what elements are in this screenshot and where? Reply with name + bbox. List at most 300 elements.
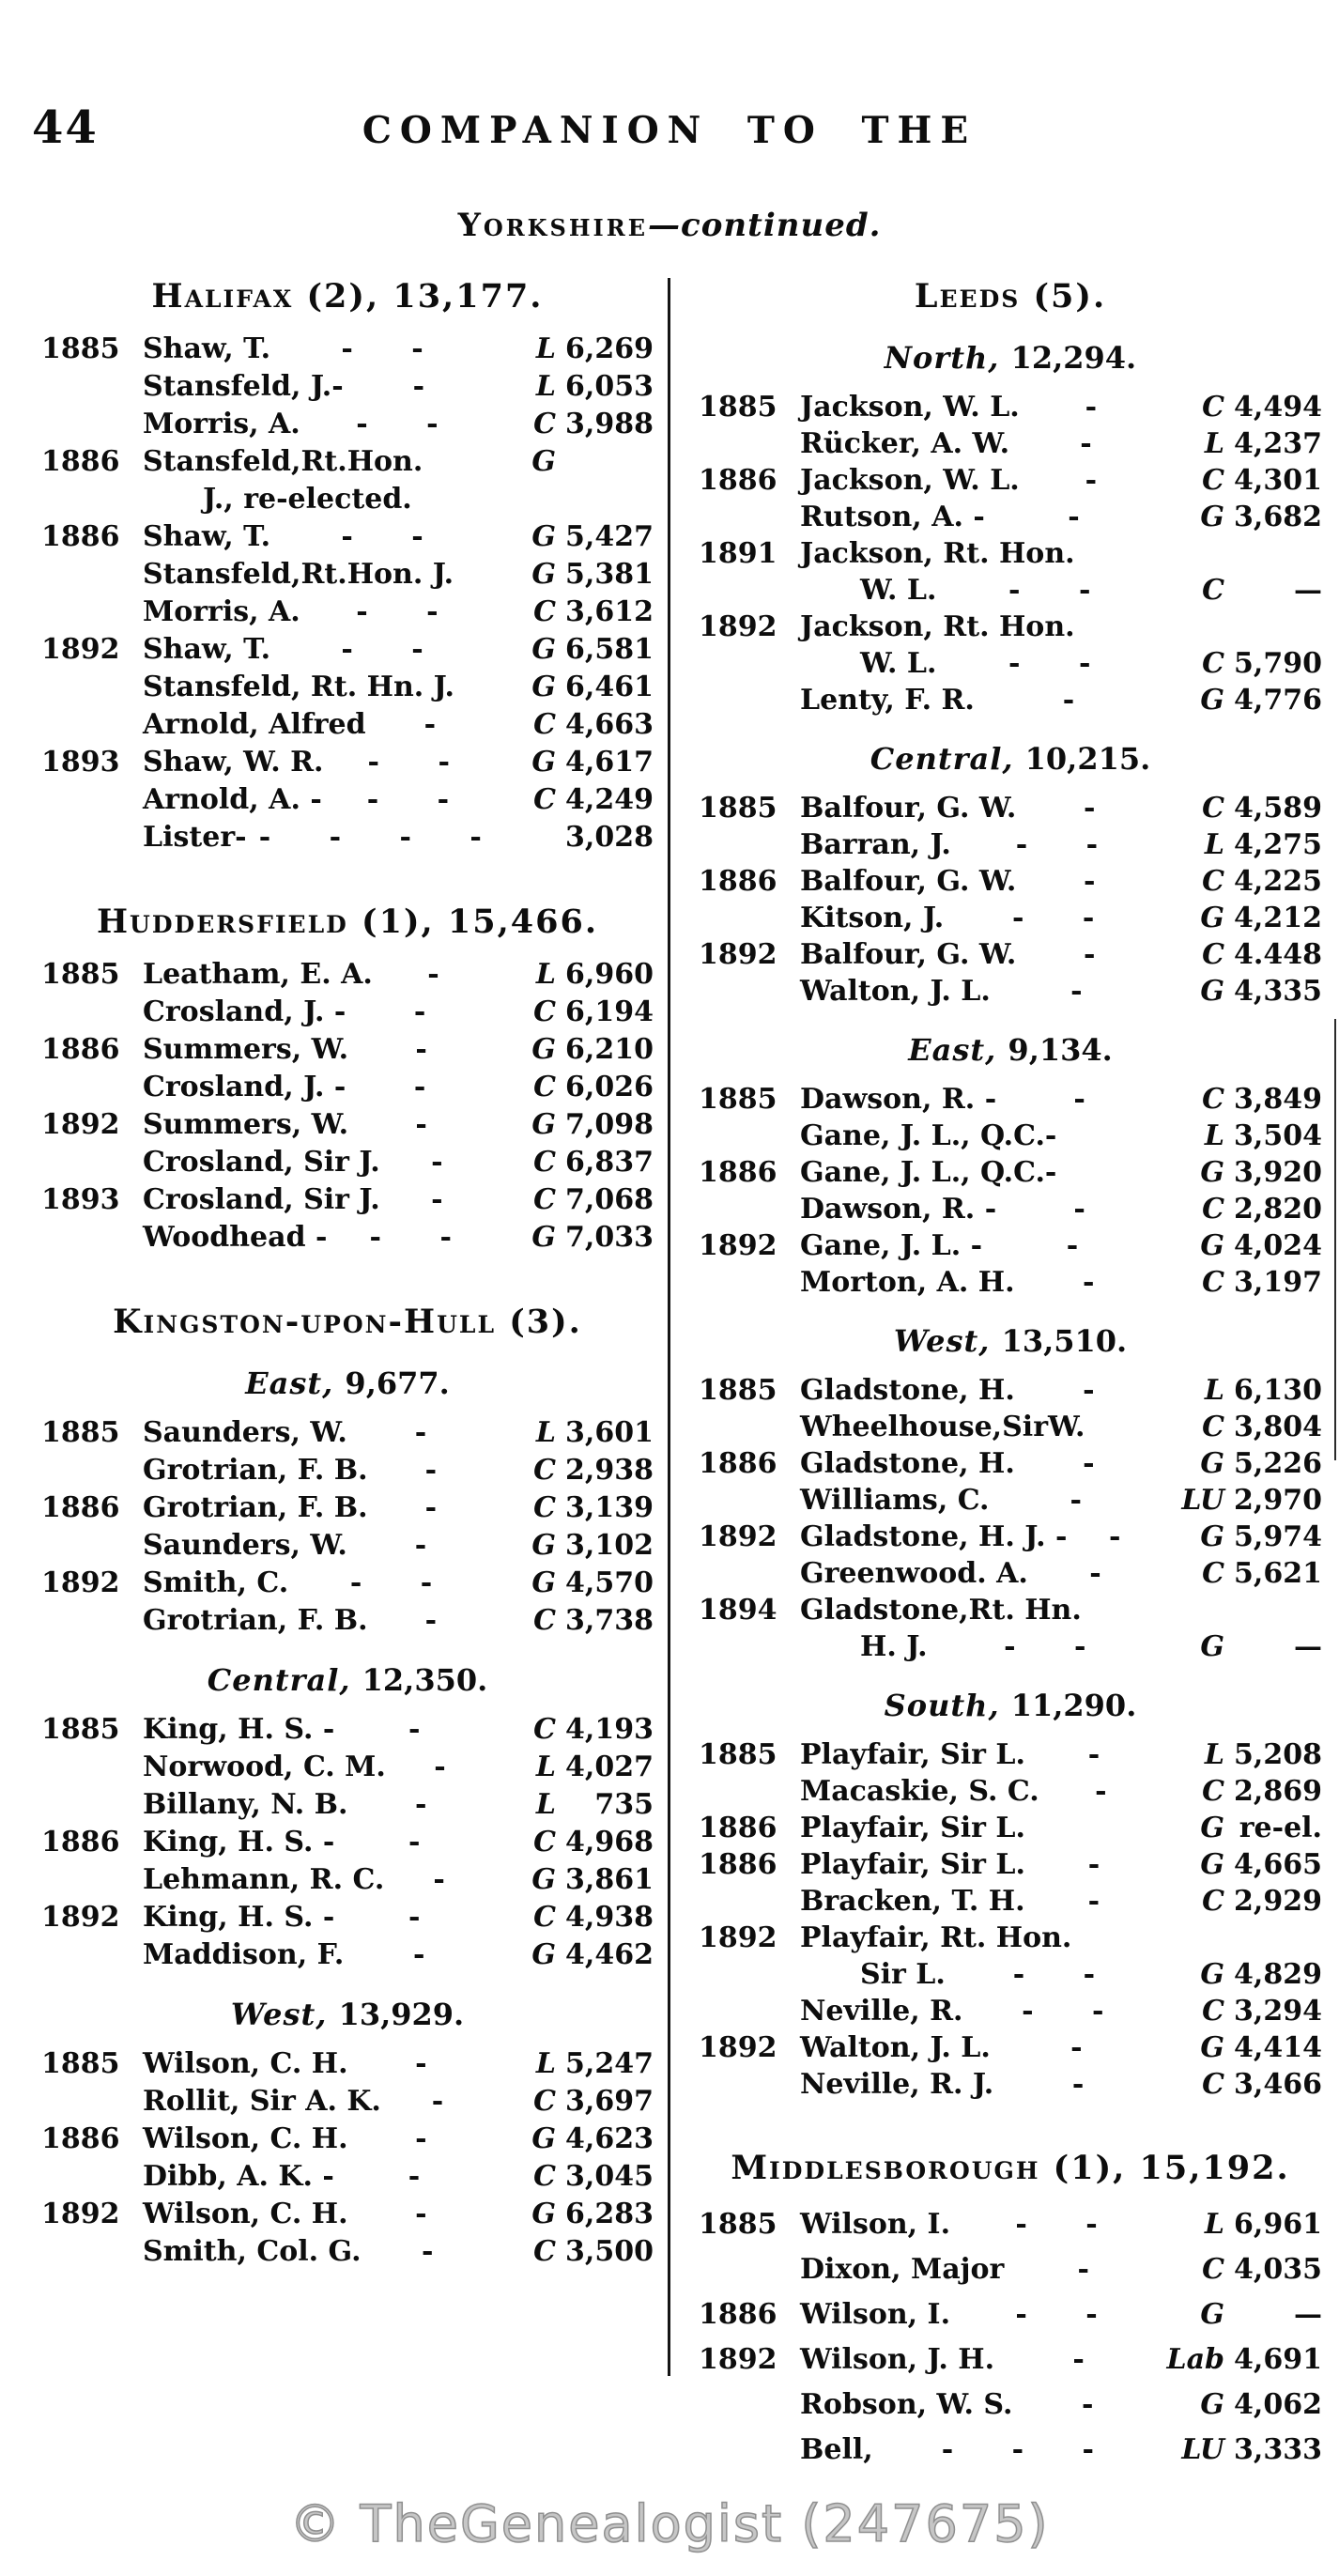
votes-cell: 4,691: [1234, 2343, 1322, 2376]
year-cell: 1892: [699, 938, 777, 971]
result-row: [41, 443, 654, 481]
votes-cell: —: [1294, 2298, 1322, 2331]
result-row: [699, 2292, 1322, 2337]
leader-dashes: -: [1073, 1193, 1085, 1226]
leader-dashes: -: [1089, 1557, 1101, 1590]
candidate-name: Dibb, A. K. -: [143, 2160, 334, 2193]
votes-cell: 4,617: [565, 746, 654, 779]
leader-dashes: -: [1083, 1447, 1095, 1480]
party-cell: G: [1200, 2388, 1224, 2421]
candidate-name: Wheelhouse,SirW.: [800, 1411, 1085, 1443]
party-cell: C: [1202, 1193, 1224, 1226]
leader-dashes: -: [434, 1751, 446, 1783]
leader-dashes: -: [415, 2198, 427, 2230]
results-rows: [699, 1081, 1322, 1301]
leader-dashes: -: [415, 2047, 427, 2080]
party-cell: C: [533, 1183, 556, 1216]
candidate-name: Macaskie, S. C.: [800, 1775, 1039, 1808]
results-rows: [41, 1711, 654, 1974]
party-cell: G: [1200, 1812, 1224, 1844]
votes-cell: 5,381: [565, 558, 654, 591]
result-row: [41, 956, 654, 994]
party-cell: C: [533, 1071, 556, 1103]
year-cell: 1893: [41, 746, 120, 779]
party-cell: G: [1200, 1156, 1224, 1189]
votes-cell: 3,500: [565, 2235, 654, 2268]
party-cell: G: [1200, 1630, 1224, 1663]
result-row: [699, 425, 1322, 462]
candidate-name: Arnold, A. -: [143, 783, 322, 816]
candidate-name: Grotrian, F. B.: [143, 1604, 368, 1637]
party-cell: L: [1204, 427, 1224, 460]
candidate-name: Saunders, W.: [143, 1529, 347, 1562]
result-row: [699, 1409, 1322, 1445]
result-row: [699, 2428, 1322, 2473]
votes-cell: 5,621: [1234, 1557, 1322, 1590]
votes-cell: 4,968: [565, 1826, 654, 1859]
leader-dashes: -: [413, 1071, 426, 1103]
year-cell: 1886: [41, 2122, 120, 2155]
candidate-name: Lenty, F. R.: [800, 684, 975, 717]
party-cell: G: [531, 520, 556, 553]
continued-label: —continued.: [648, 207, 882, 244]
party-cell: C: [1202, 1411, 1224, 1443]
leader-dashes: - -: [366, 783, 450, 816]
candidate-name: Crosland, Sir J.: [143, 1183, 380, 1216]
votes-cell: 5,427: [565, 520, 654, 553]
candidate-name: Lehmann, R. C.: [143, 1863, 385, 1896]
section-heading: Leeds (5).: [914, 277, 1107, 316]
votes-cell: 3,197: [1234, 1266, 1322, 1299]
votes-cell: 6,053: [565, 370, 654, 403]
result-row: [699, 462, 1322, 499]
votes-cell: 4,414: [1234, 2031, 1322, 2064]
year-cell: 1886: [699, 865, 777, 898]
votes-cell: 4,301: [1234, 464, 1322, 497]
leader-dashes: -: [1062, 684, 1075, 717]
candidate-name: King, H. S. -: [143, 1713, 335, 1746]
votes-cell: 4,249: [565, 783, 654, 816]
candidate-name: Neville, R.: [800, 1995, 963, 2028]
votes-cell: 6,130: [1234, 1374, 1322, 1407]
votes-cell: 3,466: [1234, 2068, 1322, 2101]
leader-dashes: -: [1071, 2068, 1085, 2101]
party-cell: G: [1200, 684, 1224, 717]
votes-cell: 6,269: [565, 332, 654, 365]
candidate-name: Kitson, J.: [800, 902, 945, 934]
leader-dashes: -: [1087, 1848, 1100, 1881]
party-cell: L: [535, 958, 556, 991]
votes-cell: 5,226: [1234, 1447, 1322, 1480]
candidate-name: Robson, W. S.: [800, 2388, 1013, 2421]
party-cell: C: [1202, 2068, 1224, 2101]
candidate-name: Billany, N. B.: [143, 1788, 348, 1821]
result-row: [41, 1527, 654, 1565]
leader-dashes: -: [1080, 427, 1092, 460]
results-rows: [699, 389, 1322, 718]
result-row: [41, 1936, 654, 1974]
year-cell: 1885: [699, 1374, 777, 1407]
party-cell: G: [531, 633, 556, 666]
year-cell: 1885: [699, 1083, 777, 1116]
candidate-name: Jackson, W. L.: [800, 464, 1020, 497]
candidate-name: Williams, C.: [800, 1484, 990, 1517]
party-cell: C: [1202, 792, 1224, 825]
votes-cell: 4,462: [565, 1938, 654, 1971]
year-cell: 1885: [41, 1416, 120, 1449]
candidate-name: Crosland, J. -: [143, 995, 346, 1028]
result-row: [699, 1445, 1322, 1482]
result-row: [41, 819, 654, 856]
candidate-name: Summers, W.: [143, 1033, 349, 1066]
leader-dashes: - -: [1012, 1958, 1096, 1991]
year-cell: 1885: [41, 958, 120, 991]
leader-dashes: - -: [1011, 902, 1095, 934]
year-cell: 1892: [41, 1108, 120, 1141]
leader-dashes: - -: [367, 746, 450, 779]
candidate-name: Playfair, Sir L.: [800, 1738, 1025, 1771]
leader-dashes: - - - -: [258, 821, 482, 854]
party-cell: G: [531, 2122, 556, 2155]
votes-cell: 2,820: [1234, 1193, 1322, 1226]
candidate-name: Crosland, Sir J.: [143, 1146, 380, 1179]
result-row: [41, 994, 654, 1031]
result-row: [41, 1144, 654, 1181]
year-cell: 1892: [699, 2031, 777, 2064]
year-cell: 1886: [41, 520, 120, 553]
leader-dashes: -: [424, 1491, 438, 1524]
votes-cell: 4,212: [1234, 902, 1322, 934]
leader-dashes: -: [1068, 501, 1080, 533]
year-cell: 1886: [41, 1033, 120, 1066]
leader-dashes: -: [408, 2160, 421, 2193]
leader-dashes: - -: [1022, 1995, 1104, 2028]
votes-cell: 5,208: [1234, 1738, 1322, 1771]
result-row: [41, 1786, 654, 1824]
result-row: [699, 826, 1322, 863]
votes-cell: 2,929: [1234, 1885, 1322, 1918]
page-number: 44: [32, 101, 99, 154]
party-cell: C: [533, 1826, 556, 1859]
candidate-name: Playfair, Sir L.: [800, 1812, 1025, 1844]
votes-cell: 4,225: [1234, 865, 1322, 898]
leader-dashes: -: [1073, 1083, 1085, 1116]
party-cell: C: [1202, 1557, 1224, 1590]
party-cell: C: [533, 783, 556, 816]
leader-dashes: -: [408, 1901, 421, 1934]
party-cell: L: [1204, 1119, 1224, 1152]
party-cell: L: [535, 2047, 556, 2080]
year-cell: 1892: [41, 633, 120, 666]
division-electorate: 9,134.: [1008, 1032, 1113, 1068]
division-electorate: 13,929.: [338, 1997, 465, 2032]
results-rows: [699, 1372, 1322, 1665]
result-row: [41, 706, 654, 744]
result-row: [699, 900, 1322, 936]
year-cell: 1893: [41, 1183, 120, 1216]
votes-cell: 7,068: [565, 1183, 654, 1216]
party-cell: G: [1200, 975, 1224, 1008]
division-heading: [699, 1321, 1322, 1361]
leader-dashes: -: [412, 370, 425, 403]
result-row: [41, 1452, 654, 1489]
division-name: Central,: [870, 741, 1025, 777]
votes-cell: 3,738: [565, 1604, 654, 1637]
party-cell: LU: [1181, 2433, 1224, 2466]
constituency-section: [699, 276, 1322, 2103]
leader-dashes: -: [431, 1146, 443, 1179]
votes-cell: 735: [594, 1788, 654, 1821]
party-cell: C: [533, 1604, 556, 1637]
result-row: [41, 2121, 654, 2158]
votes-cell: 3,601: [565, 1416, 654, 1449]
page-edge-artifact: [1334, 1019, 1336, 1460]
leader-dashes: -: [1087, 1885, 1100, 1918]
candidate-name: Balfour, G. W.: [800, 792, 1017, 825]
leader-dashes: -: [1082, 2388, 1094, 2421]
result-row: [699, 499, 1322, 535]
result-row: [699, 1773, 1322, 1810]
party-cell: C: [1202, 865, 1224, 898]
result-row: [41, 2045, 654, 2083]
result-row: [699, 1081, 1322, 1118]
result-row: [699, 1519, 1322, 1555]
candidate-name: H. J.: [860, 1630, 928, 1663]
result-row: [699, 1555, 1322, 1592]
results-rows: [41, 2045, 654, 2271]
year-cell: 1892: [41, 1566, 120, 1599]
leader-dashes: -: [412, 1938, 425, 1971]
votes-cell: 4,335: [1234, 975, 1322, 1008]
party-cell: LU: [1181, 1484, 1224, 1517]
votes-cell: 4,663: [565, 708, 654, 741]
candidate-name: Wilson, C. H.: [143, 2198, 348, 2230]
section-heading: Kingston-upon-Hull (3).: [113, 1303, 582, 1341]
candidate-name: Dawson, R. -: [800, 1193, 997, 1226]
party-cell: L: [535, 1416, 556, 1449]
party-cell: C: [533, 1146, 556, 1179]
votes-cell: 4,062: [1234, 2388, 1322, 2421]
candidate-name: Smith, C.: [143, 1566, 289, 1599]
party-cell: L: [535, 1788, 556, 1821]
leader-dashes: -: [422, 2235, 434, 2268]
votes-cell: 6,026: [565, 1071, 654, 1103]
result-row: [41, 2083, 654, 2121]
year-cell: 1892: [41, 1901, 120, 1934]
votes-cell: —: [1294, 574, 1322, 607]
party-cell: G: [1200, 902, 1224, 934]
division-electorate: 12,350.: [362, 1662, 488, 1698]
leader-dashes: -: [414, 1788, 427, 1821]
constituency-section: [41, 1302, 654, 2271]
candidate-name: Stansfeld,Rt.Hon. J.: [143, 558, 454, 591]
year-cell: 1886: [699, 464, 777, 497]
result-row: [699, 1592, 1322, 1628]
result-row: [41, 556, 654, 594]
year-cell: 1892: [699, 1921, 777, 1954]
result-row: [41, 1749, 654, 1786]
party-cell: G: [1200, 1229, 1224, 1262]
candidate-name: W. L.: [860, 647, 937, 680]
division-electorate: 10,215.: [1024, 741, 1151, 777]
leader-dashes: - -: [341, 633, 423, 666]
leader-dashes: - -: [341, 332, 423, 365]
leader-dashes: -: [423, 708, 437, 741]
result-row: [41, 1711, 654, 1749]
result-row: [41, 1069, 654, 1106]
result-row: [41, 2233, 654, 2271]
votes-cell: 5,974: [1234, 1520, 1322, 1553]
year-cell: 1885: [41, 1713, 120, 1746]
votes-cell: 4,589: [1234, 792, 1322, 825]
result-row: [699, 1883, 1322, 1920]
candidate-name: Bracken, T. H.: [800, 1885, 1025, 1918]
candidate-name: Dixon, Major: [800, 2253, 1005, 2286]
result-row: [41, 1565, 654, 1602]
result-row: [699, 1154, 1322, 1191]
votes-cell: 6,837: [565, 1146, 654, 1179]
candidate-name: Greenwood. A.: [800, 1557, 1028, 1590]
votes-cell: 5,247: [565, 2047, 654, 2080]
leader-dashes: -: [424, 1454, 438, 1487]
party-cell: G: [1200, 1958, 1224, 1991]
result-row: [699, 1993, 1322, 2029]
leader-dashes: - -: [356, 408, 439, 440]
result-row: [41, 406, 654, 443]
result-row: [699, 682, 1322, 718]
year-cell: 1885: [41, 2047, 120, 2080]
candidate-name: W. L.: [860, 574, 937, 607]
year-cell: 1892: [41, 2198, 120, 2230]
votes-cell: 4,024: [1234, 1229, 1322, 1262]
votes-cell: 4,623: [565, 2122, 654, 2155]
votes-cell: 4.448: [1234, 938, 1322, 971]
year-cell: 1891: [699, 537, 777, 570]
leader-dashes: -: [414, 1416, 427, 1449]
votes-cell: 6,581: [565, 633, 654, 666]
year-cell: 1892: [699, 610, 777, 643]
leader-dashes: - -: [349, 1566, 433, 1599]
leader-dashes: -: [427, 958, 439, 991]
leader-dashes: -: [1095, 1775, 1107, 1808]
division-name: South,: [884, 1688, 1011, 1723]
leader-dashes: -: [1087, 1738, 1100, 1771]
candidate-name: Playfair, Sir L.: [800, 1848, 1025, 1881]
candidate-name: Stansfeld,Rt.Hon.: [143, 445, 423, 478]
leader-dashes: -: [408, 1713, 421, 1746]
candidate-name: Walton, J. L.: [800, 2031, 991, 2064]
leader-dashes: -: [414, 1529, 427, 1562]
votes-cell: 6,283: [565, 2198, 654, 2230]
leader-dashes: -: [1072, 2343, 1085, 2376]
party-cell: C: [1202, 1775, 1224, 1808]
leader-dashes: - -: [1015, 2208, 1098, 2241]
result-row: [699, 2247, 1322, 2292]
party-cell: C: [1202, 1266, 1224, 1299]
leader-dashes: -: [1083, 865, 1096, 898]
leader-dashes: -: [431, 2085, 444, 2118]
results-rows: [41, 1414, 654, 1640]
result-row: [41, 331, 654, 368]
result-row: [699, 936, 1322, 973]
result-row: [41, 2158, 654, 2196]
votes-cell: 6,960: [565, 958, 654, 991]
leader-dashes: - -: [341, 520, 423, 553]
year-cell: 1885: [699, 2208, 777, 2241]
votes-cell: 4,494: [1234, 391, 1322, 424]
candidate-name: Leatham, E. A.: [143, 958, 373, 991]
candidate-name: Dawson, R. -: [800, 1083, 997, 1116]
party-cell: C: [1202, 938, 1224, 971]
result-row: [699, 1482, 1322, 1519]
division-name: East,: [245, 1365, 346, 1401]
result-row: [41, 631, 654, 669]
candidate-name: Crosland, J. -: [143, 1071, 346, 1103]
votes-cell: 5,790: [1234, 647, 1322, 680]
candidate-name: Morris, A.: [143, 595, 300, 628]
candidate-name: Maddison, F.: [143, 1938, 345, 1971]
party-cell: C: [1202, 391, 1224, 424]
votes-cell: 4,027: [565, 1751, 654, 1783]
party-cell: C: [533, 1901, 556, 1934]
candidate-name: Smith, Col. G.: [143, 2235, 362, 2268]
column-divider: [668, 278, 670, 2376]
candidate-name: Barran, J.: [800, 828, 951, 861]
candidate-name: Norwood, C. M.: [143, 1751, 386, 1783]
party-cell: G: [531, 1033, 556, 1066]
votes-cell: 3,045: [565, 2160, 654, 2193]
division-heading: [699, 739, 1322, 779]
leader-dashes: -: [424, 1604, 438, 1637]
constituency-section: [41, 902, 654, 1257]
year-cell: 1892: [699, 1229, 777, 1262]
votes-cell: 3,294: [1234, 1995, 1322, 2028]
division-name: Central,: [207, 1662, 362, 1698]
party-cell: G: [531, 1221, 556, 1254]
candidate-name: Shaw, T.: [143, 520, 271, 553]
candidate-name: Wilson, J. H.: [800, 2343, 995, 2376]
votes-cell: 3,028: [565, 821, 654, 854]
party-cell: C: [533, 2160, 556, 2193]
result-row: [41, 1861, 654, 1899]
party-cell: C: [533, 595, 556, 628]
result-row: [699, 1118, 1322, 1154]
candidate-name: Gladstone, H.: [800, 1447, 1015, 1480]
votes-cell: 3,102: [565, 1529, 654, 1562]
result-row: [699, 389, 1322, 425]
page-title: COMPANION TO THE: [362, 109, 977, 152]
candidate-name: Stansfeld, J.-: [143, 370, 344, 403]
party-cell: C: [533, 1454, 556, 1487]
candidate-name: Rücker, A. W.: [800, 427, 1010, 460]
candidate-name: Wilson, C. H.: [143, 2122, 348, 2155]
candidate-name: Gladstone, H.: [800, 1374, 1015, 1407]
party-cell: C: [533, 408, 556, 440]
result-row: [699, 572, 1322, 609]
result-row: [699, 790, 1322, 826]
year-cell: 1885: [41, 332, 120, 365]
year-cell: 1892: [699, 2343, 777, 2376]
county-continued-heading: [0, 207, 1339, 244]
result-row: [699, 535, 1322, 572]
year-cell: 1886: [41, 445, 120, 478]
party-cell: L: [1204, 2208, 1224, 2241]
candidate-name: Wilson, I.: [800, 2208, 951, 2241]
year-cell: 1886: [41, 1826, 120, 1859]
year-cell: 1886: [699, 1447, 777, 1480]
leader-dashes: -: [1070, 1484, 1082, 1517]
leader-dashes: -: [1083, 792, 1096, 825]
